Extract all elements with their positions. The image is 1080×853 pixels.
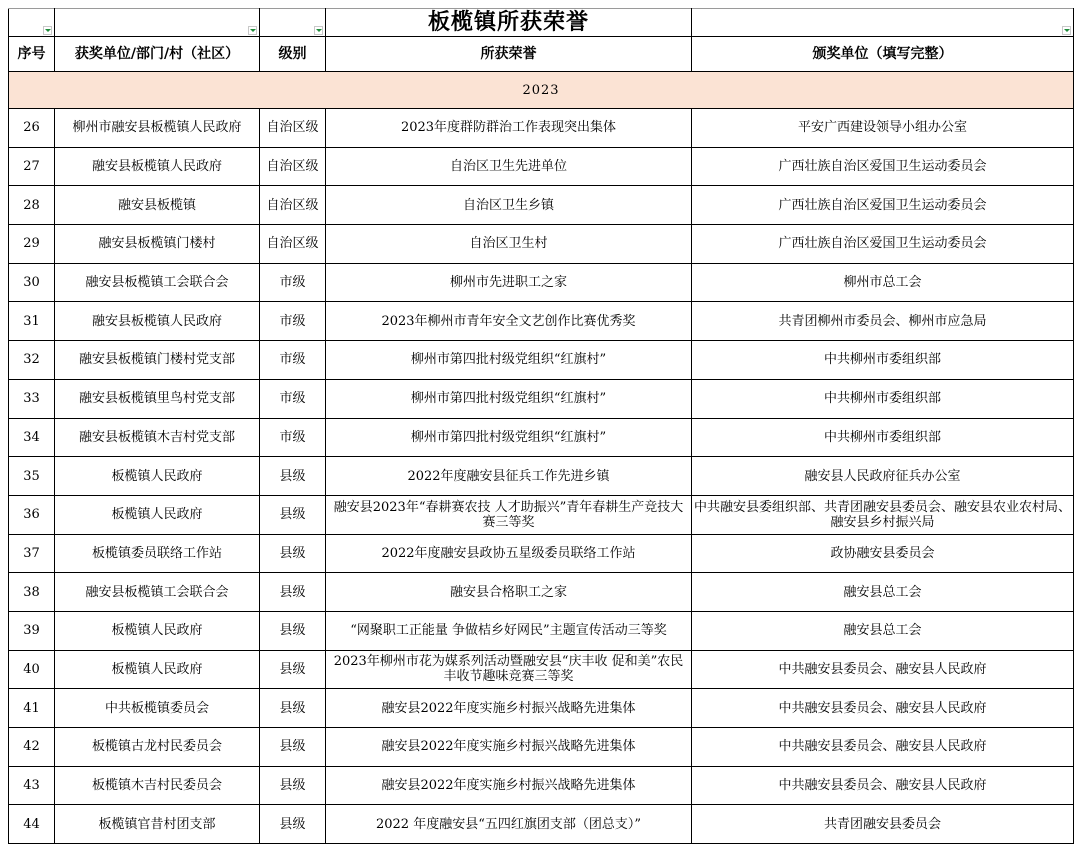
cell-seq[interactable]: 29 — [9, 225, 55, 264]
cell-honor[interactable]: 柳州市第四批村级党组织“红旗村” — [326, 418, 692, 457]
cell-seq[interactable]: 36 — [9, 495, 55, 534]
cell-level[interactable]: 县级 — [260, 611, 326, 650]
title-row — [9, 9, 1074, 37]
table-row — [9, 611, 1074, 650]
cell-seq[interactable]: 31 — [9, 302, 55, 341]
cell-level[interactable]: 市级 — [260, 302, 326, 341]
cell-honor[interactable]: 自治区卫生先进单位 — [326, 147, 692, 186]
year-label: 2023 — [9, 72, 1074, 109]
table-row — [9, 147, 1074, 186]
title-cell-seq — [9, 9, 55, 37]
cell-honor[interactable]: 融安县2022年度实施乡村振兴战略先进集体 — [326, 689, 692, 728]
table-row — [9, 418, 1074, 457]
cell-issuer[interactable]: 中共融安县委组织部、共青团融安县委员会、融安县农业农村局、融安县乡村振兴局 — [692, 495, 1074, 534]
cell-level[interactable]: 县级 — [260, 650, 326, 689]
cell-level[interactable]: 自治区级 — [260, 147, 326, 186]
header-issuer: 颁奖单位（填写完整） — [692, 37, 1074, 72]
table-row — [9, 263, 1074, 302]
cell-seq[interactable]: 42 — [9, 728, 55, 767]
cell-unit[interactable]: 融安县板榄镇人民政府 — [55, 302, 260, 341]
cell-unit[interactable]: 板榄镇人民政府 — [55, 457, 260, 496]
cell-level[interactable]: 自治区级 — [260, 186, 326, 225]
header-seq: 序号 — [9, 37, 55, 72]
cell-unit[interactable]: 板榄镇人民政府 — [55, 495, 260, 534]
table-row — [9, 728, 1074, 767]
cell-seq[interactable]: 30 — [9, 263, 55, 302]
cell-honor[interactable]: 2022 年度融安县“五四红旗团支部（团总支）” — [326, 805, 692, 844]
cell-honor[interactable]: 融安县2022年度实施乡村振兴战略先进集体 — [326, 766, 692, 805]
cell-seq[interactable]: 43 — [9, 766, 55, 805]
table-row — [9, 766, 1074, 805]
cell-issuer[interactable]: 柳州市总工会 — [692, 263, 1074, 302]
cell-unit[interactable]: 融安县板榄镇门楼村党支部 — [55, 341, 260, 380]
cell-unit[interactable]: 融安县板榄镇里鸟村党支部 — [55, 379, 260, 418]
cell-seq[interactable]: 28 — [9, 186, 55, 225]
table-row — [9, 341, 1074, 380]
cell-honor[interactable]: “网聚职工正能量 争做桔乡好网民”主题宣传活动三等奖 — [326, 611, 692, 650]
cell-level[interactable]: 县级 — [260, 495, 326, 534]
cell-seq[interactable]: 37 — [9, 534, 55, 573]
cell-issuer[interactable]: 中共融安县委员会、融安县人民政府 — [692, 689, 1074, 728]
cell-level[interactable]: 县级 — [260, 766, 326, 805]
cell-seq[interactable]: 39 — [9, 611, 55, 650]
cell-issuer[interactable]: 中共融安县委员会、融安县人民政府 — [692, 728, 1074, 767]
cell-issuer[interactable]: 融安县总工会 — [692, 573, 1074, 612]
cell-level[interactable]: 县级 — [260, 457, 326, 496]
table-row — [9, 495, 1074, 534]
cell-honor[interactable]: 2023年柳州市花为媒系列活动暨融安县“庆丰收 促和美”农民丰收节趣味竞赛三等奖 — [326, 650, 692, 689]
cell-level[interactable]: 自治区级 — [260, 225, 326, 264]
cell-unit[interactable]: 板榄镇木吉村民委员会 — [55, 766, 260, 805]
cell-unit[interactable]: 板榄镇人民政府 — [55, 611, 260, 650]
cell-issuer[interactable]: 共青团柳州市委员会、柳州市应急局 — [692, 302, 1074, 341]
cell-unit[interactable]: 融安县板榄镇 — [55, 186, 260, 225]
cell-issuer[interactable]: 中共融安县委员会、融安县人民政府 — [692, 766, 1074, 805]
cell-issuer[interactable]: 中共柳州市委组织部 — [692, 418, 1074, 457]
cell-issuer[interactable]: 共青团融安县委员会 — [692, 805, 1074, 844]
cell-unit[interactable]: 融安县板榄镇工会联合会 — [55, 263, 260, 302]
cell-level[interactable]: 自治区级 — [260, 109, 326, 148]
cell-level[interactable]: 县级 — [260, 805, 326, 844]
cell-seq[interactable]: 33 — [9, 379, 55, 418]
table-row — [9, 689, 1074, 728]
cell-unit[interactable]: 融安县板榄镇门楼村 — [55, 225, 260, 264]
cell-seq[interactable]: 32 — [9, 341, 55, 380]
cell-seq[interactable]: 27 — [9, 147, 55, 186]
filter-dropdown-icon[interactable] — [1062, 26, 1071, 35]
cell-level[interactable]: 市级 — [260, 341, 326, 380]
cell-issuer[interactable]: 融安县人民政府征兵办公室 — [692, 457, 1074, 496]
table-row — [9, 186, 1074, 225]
cell-seq[interactable]: 35 — [9, 457, 55, 496]
cell-honor[interactable]: 融安县2022年度实施乡村振兴战略先进集体 — [326, 728, 692, 767]
cell-honor[interactable]: 2022年度融安县政协五星级委员联络工作站 — [326, 534, 692, 573]
cell-seq[interactable]: 34 — [9, 418, 55, 457]
cell-seq[interactable]: 44 — [9, 805, 55, 844]
cell-level[interactable]: 县级 — [260, 689, 326, 728]
cell-unit[interactable]: 融安县板榄镇木吉村党支部 — [55, 418, 260, 457]
title-cell-level — [260, 9, 326, 37]
cell-seq[interactable]: 26 — [9, 109, 55, 148]
table-row — [9, 302, 1074, 341]
table-row — [9, 534, 1074, 573]
cell-issuer[interactable]: 融安县总工会 — [692, 611, 1074, 650]
cell-honor[interactable]: 2023年度群防群治工作表现突出集体 — [326, 109, 692, 148]
cell-honor[interactable]: 自治区卫生村 — [326, 225, 692, 264]
cell-issuer[interactable]: 中共融安县委员会、融安县人民政府 — [692, 650, 1074, 689]
cell-level[interactable]: 市级 — [260, 418, 326, 457]
cell-issuer[interactable]: 中共柳州市委组织部 — [692, 341, 1074, 380]
page-title: 板榄镇所获荣誉 — [326, 9, 692, 37]
cell-unit[interactable]: 中共板榄镇委员会 — [55, 689, 260, 728]
cell-honor[interactable]: 融安县2023年“春耕赛农技 人才助振兴”青年春耕生产竞技大赛三等奖 — [326, 495, 692, 534]
cell-honor[interactable]: 柳州市第四批村级党组织“红旗村” — [326, 379, 692, 418]
cell-level[interactable]: 县级 — [260, 534, 326, 573]
cell-seq[interactable]: 38 — [9, 573, 55, 612]
title-cell-unit — [55, 9, 260, 37]
header-row — [9, 37, 1074, 72]
filter-dropdown-icon[interactable] — [248, 26, 257, 35]
cell-level[interactable]: 市级 — [260, 379, 326, 418]
table-row — [9, 650, 1074, 689]
cell-unit[interactable]: 融安县板榄镇工会联合会 — [55, 573, 260, 612]
cell-unit[interactable]: 板榄镇委员联络工作站 — [55, 534, 260, 573]
cell-honor[interactable]: 2023年柳州市青年安全文艺创作比赛优秀奖 — [326, 302, 692, 341]
honors-table — [8, 8, 1074, 844]
cell-unit[interactable]: 板榄镇人民政府 — [55, 650, 260, 689]
cell-issuer[interactable]: 政协融安县委员会 — [692, 534, 1074, 573]
header-unit: 获奖单位/部门/村（社区） — [55, 37, 260, 72]
cell-level[interactable]: 市级 — [260, 263, 326, 302]
filter-dropdown-icon[interactable] — [314, 26, 323, 35]
cell-issuer[interactable]: 平安广西建设领导小组办公室 — [692, 109, 1074, 148]
table-row — [9, 805, 1074, 844]
table-row — [9, 379, 1074, 418]
header-honor: 所获荣誉 — [326, 37, 692, 72]
table-row — [9, 109, 1074, 148]
cell-unit[interactable]: 板榄镇古龙村民委员会 — [55, 728, 260, 767]
cell-honor[interactable]: 2022年度融安县征兵工作先进乡镇 — [326, 457, 692, 496]
cell-honor[interactable]: 自治区卫生乡镇 — [326, 186, 692, 225]
cell-issuer[interactable]: 广西壮族自治区爱国卫生运动委员会 — [692, 147, 1074, 186]
cell-issuer[interactable]: 广西壮族自治区爱国卫生运动委员会 — [692, 186, 1074, 225]
cell-honor[interactable]: 柳州市先进职工之家 — [326, 263, 692, 302]
table-row — [9, 457, 1074, 496]
year-group-row — [9, 72, 1074, 109]
cell-level[interactable]: 县级 — [260, 573, 326, 612]
title-cell-issuer — [692, 9, 1074, 37]
cell-seq[interactable]: 41 — [9, 689, 55, 728]
cell-unit[interactable]: 板榄镇官昔村团支部 — [55, 805, 260, 844]
filter-dropdown-icon[interactable] — [43, 26, 52, 35]
cell-honor[interactable]: 柳州市第四批村级党组织“红旗村” — [326, 341, 692, 380]
table-row — [9, 573, 1074, 612]
cell-level[interactable]: 县级 — [260, 728, 326, 767]
table-row — [9, 225, 1074, 264]
header-level: 级别 — [260, 37, 326, 72]
cell-unit[interactable]: 柳州市融安县板榄镇人民政府 — [55, 109, 260, 148]
cell-issuer[interactable]: 广西壮族自治区爱国卫生运动委员会 — [692, 225, 1074, 264]
cell-seq[interactable]: 40 — [9, 650, 55, 689]
cell-issuer[interactable]: 中共柳州市委组织部 — [692, 379, 1074, 418]
cell-honor[interactable]: 融安县合格职工之家 — [326, 573, 692, 612]
cell-unit[interactable]: 融安县板榄镇人民政府 — [55, 147, 260, 186]
